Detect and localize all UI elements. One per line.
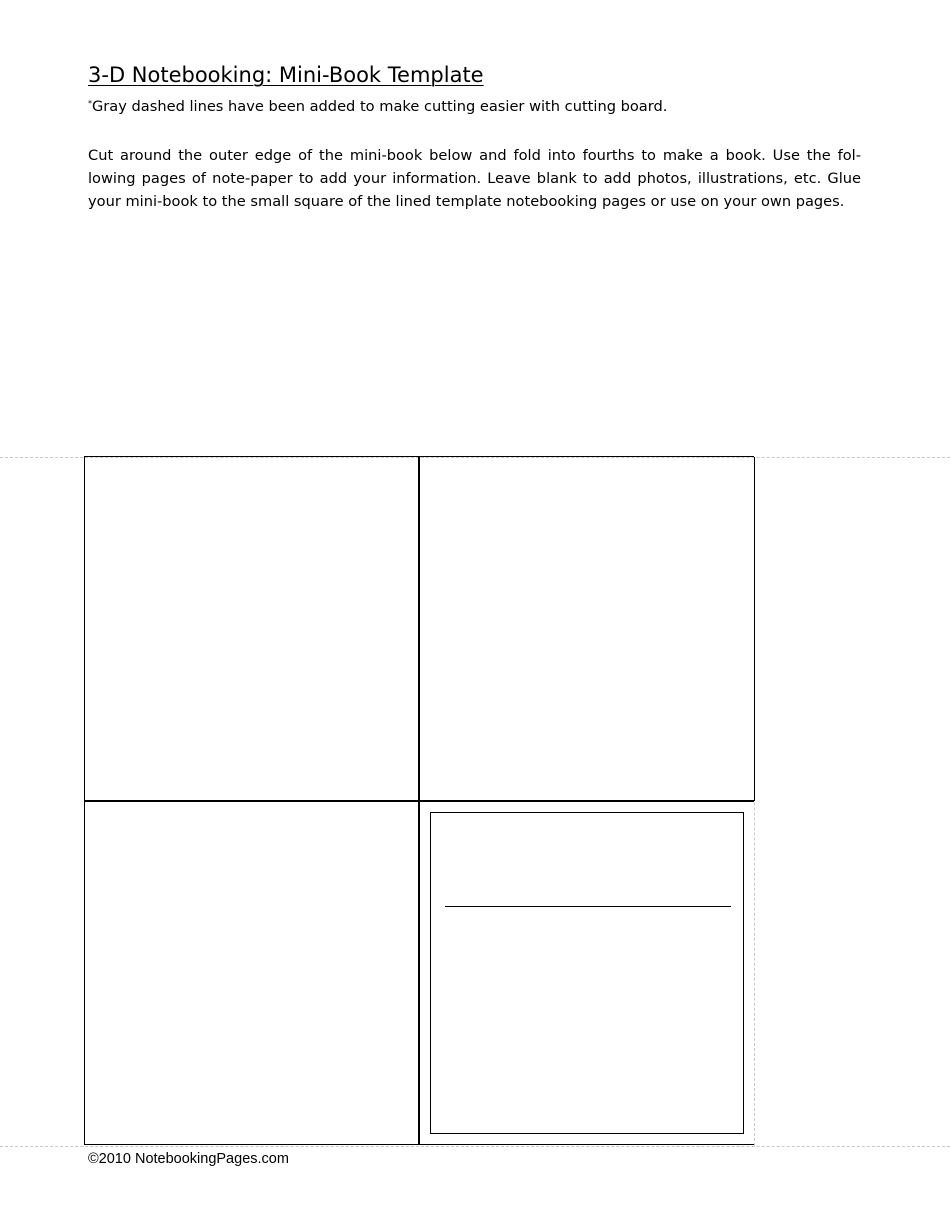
fold-line-horizontal — [85, 800, 754, 802]
page-title: 3-D Notebooking: Mini-Book Template — [88, 63, 484, 87]
cutting-note — [88, 98, 667, 115]
note-text: Gray dashed lines have been added to make cutting easier with cutting board. — [92, 98, 668, 115]
cover-label-box — [430, 812, 744, 1134]
mini-book-right-edge — [754, 457, 755, 801]
note-asterisk: * — [88, 99, 92, 108]
footer-copyright: ©2010 NotebookingPages.com — [88, 1151, 289, 1167]
instructions-paragraph: Cut around the outer edge of the mini-book below and fold into fourths to make a book. Use the fol-lowing pages of note-paper to add your information. Leave blank to add photos, illustrations, etc. Glue your mini-book to the small square of the lined template notebooking pages or use on your own pages. — [88, 147, 861, 210]
cover-title-line — [445, 906, 731, 907]
cut-guide-bottom — [0, 1146, 950, 1147]
